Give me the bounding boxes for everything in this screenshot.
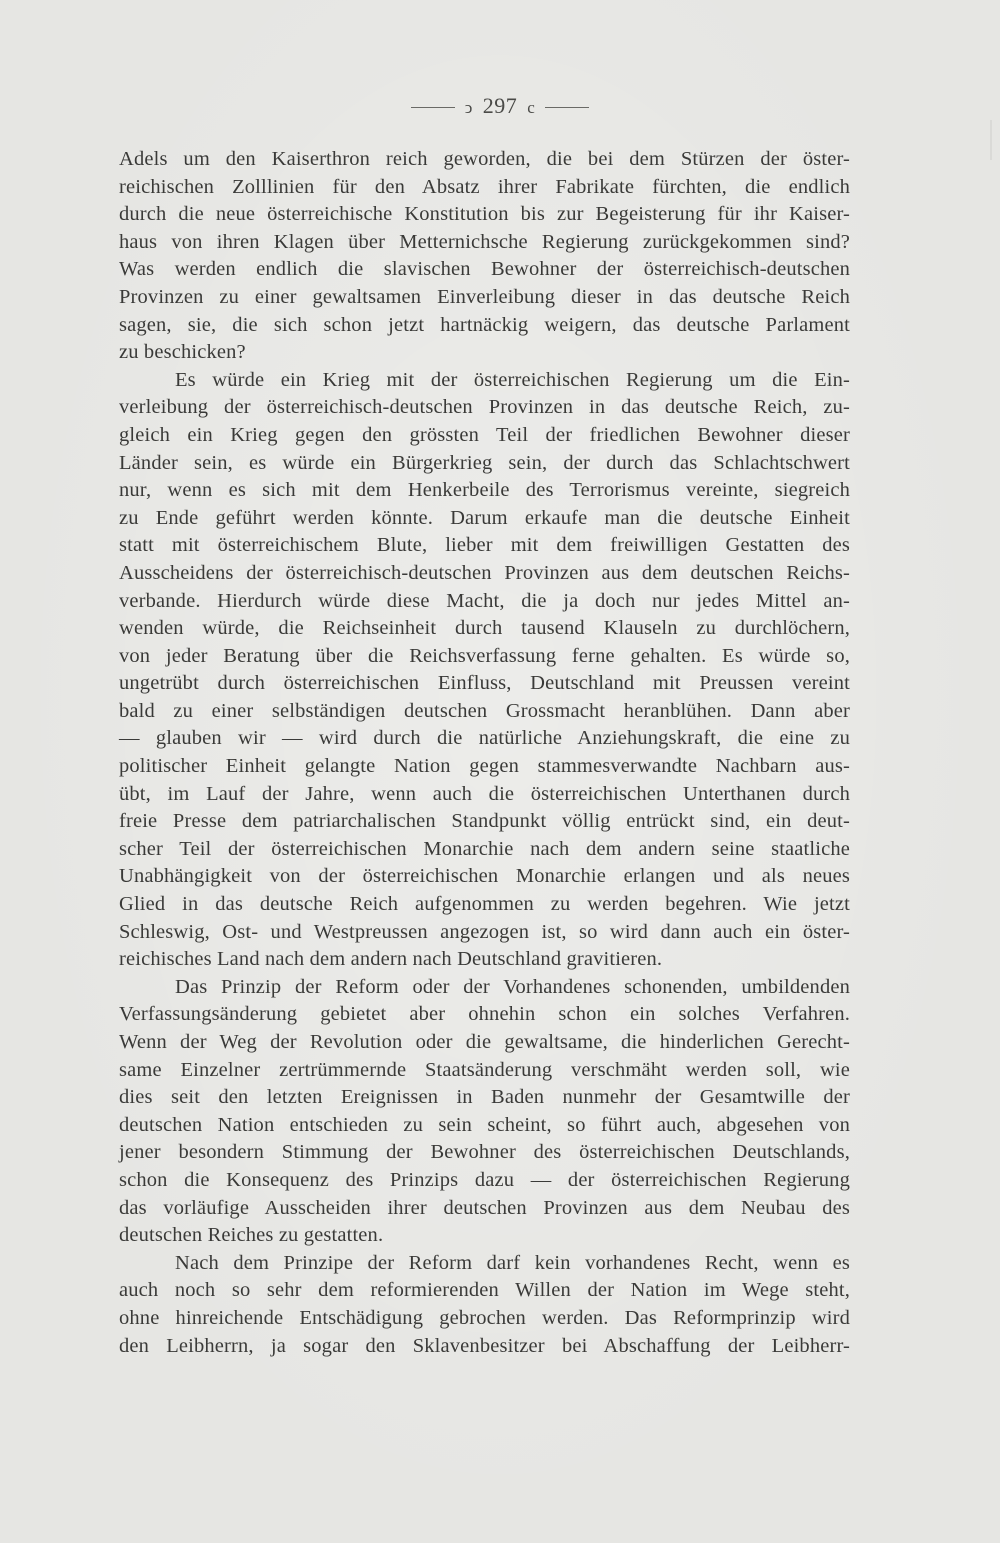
- text-line: same Einzelner zertrümmernde Staatsänderung verschmäht werden soll, wie: [119, 1058, 850, 1081]
- text-line: Was werden endlich die slavischen Bewohner der österreichisch-deutschen: [119, 258, 850, 281]
- text-line: übt, im Lauf der Jahre, wenn auch die österreichischen Unterthanen durch: [119, 782, 850, 805]
- text-line: das vorläufige Ausscheiden ihrer deutschen Provinzen aus dem Neubau des: [119, 1196, 850, 1219]
- page-number: 297: [482, 93, 518, 118]
- paragraph-start-line: Das Prinzip der Reform oder der Vorhandenes schonenden, umbildenden: [175, 975, 850, 998]
- text-line: — glauben wir — wird durch die natürliche Anziehungskraft, die eine zu: [119, 727, 850, 750]
- text-line: Adels um den Kaiserthron reich geworden, die bei dem Stürzen der öster-: [119, 148, 850, 170]
- text-line: dies seit den letzten Ereignissen in Baden nunmehr der Gesamtwille der: [119, 1086, 850, 1109]
- paragraph-start-line: Nach dem Prinzipe der Reform darf kein vorhandenes Recht, wenn es: [175, 1251, 850, 1274]
- text-line: freie Presse dem patriarchalischen Standpunkt völlig entrückt sind, ein deut-: [119, 810, 850, 833]
- text-line: Ausscheidens der österreichisch-deutschen Provinzen aus dem deutschen Reichs-: [119, 561, 850, 584]
- text-line: reichischen Zolllinien für den Absatz ihrer Fabrikate fürchten, die endlich: [119, 175, 850, 198]
- text-line: scher Teil der österreichischen Monarchie nach dem andern seine staatliche: [119, 837, 850, 860]
- text-line: deutschen Nation entschieden zu sein scheint, so führt auch, abgesehen von: [119, 1113, 850, 1136]
- text-line: Glied in das deutsche Reich aufgenommen zu werden begehren. Wie jetzt: [119, 893, 850, 916]
- text-line: jener besondern Stimmung der Bewohner des österreichischen Deutschlands,: [119, 1141, 850, 1164]
- header-rule-right: [545, 107, 589, 108]
- header-rule-left: [411, 107, 455, 108]
- text-line: durch die neue österreichische Konstitution bis zur Begeisterung für ihr Kaiser-: [119, 203, 850, 226]
- text-line: ohne hinreichende Entschädigung gebrochen werden. Das Reformprinzip wird: [119, 1306, 850, 1329]
- text-line: bald zu einer selbständigen deutschen Grossmacht heranblühen. Dann aber: [119, 699, 850, 722]
- text-line: den Leibherrn, ja sogar den Sklavenbesitzer bei Abschaffung der Leibherr-: [119, 1334, 850, 1357]
- text-line: ungetrübt durch österreichischen Einfluss, Deutschland mit Preussen vereint: [119, 672, 850, 695]
- text-line: sagen, sie, die sich schon jetzt hartnäckig weigern, das deutsche Parlament: [119, 313, 850, 336]
- text-line: gleich ein Krieg gegen den grössten Teil der friedlichen Bewohner dieser: [119, 423, 850, 446]
- body-text: [119, 146, 850, 1360]
- text-line: schon die Konsequenz des Prinzips dazu — der österreichischen Regierung: [119, 1168, 850, 1191]
- page-edge-mark: [990, 120, 992, 160]
- page-header: [0, 93, 1000, 119]
- text-line: Schleswig, Ost- und Westpreussen angezogen ist, so wird dann auch ein öster-: [119, 920, 850, 943]
- header-ornament-left: ↄ: [464, 98, 473, 117]
- text-line: politischer Einheit gelangte Nation gegen stammesverwandte Nachbarn aus-: [119, 755, 850, 778]
- text-line: wenden würde, die Reichseinheit durch tausend Klauseln zu durchlöchern,: [119, 617, 850, 640]
- text-line: verbande. Hierdurch würde diese Macht, die ja doch nur jedes Mittel an-: [119, 589, 850, 612]
- text-line: Länder sein, es würde ein Bürgerkrieg sein, der durch das Schlachtschwert: [119, 451, 850, 474]
- text-line: von jeder Beratung über die Reichsverfassung ferne gehalten. Es würde so,: [119, 644, 850, 667]
- text-line: nur, wenn es sich mit dem Henkerbeile des Terrorismus vereinte, siegreich: [119, 479, 850, 502]
- text-line: Provinzen zu einer gewaltsamen Einverleibung dieser in das deutsche Reich: [119, 285, 850, 308]
- text-line: deutschen Reiches zu gestatten.: [119, 1224, 384, 1247]
- text-line: auch noch so sehr dem reformierenden Willen der Nation im Wege steht,: [119, 1279, 850, 1302]
- header-ornament-right: c: [527, 98, 536, 117]
- text-line: Wenn der Weg der Revolution oder die gewaltsame, die hinderlichen Gerecht-: [119, 1031, 850, 1053]
- text-line: Unabhängigkeit von der österreichischen Monarchie erlangen und als neues: [119, 865, 850, 888]
- text-line: Verfassungsänderung gebietet aber ohnehin schon ein solches Verfahren.: [119, 1003, 850, 1026]
- text-line: zu beschicken?: [119, 341, 246, 364]
- text-line: haus von ihren Klagen über Metternichsche Regierung zurückgekommen sind?: [119, 230, 850, 253]
- paragraph-start-line: Es würde ein Krieg mit der österreichischen Regierung um die Ein-: [175, 368, 850, 391]
- text-line: statt mit österreichischem Blute, lieber mit dem freiwilligen Gestatten des: [119, 534, 850, 557]
- text-line: verleibung der österreichisch-deutschen Provinzen in das deutsche Reich, zu-: [119, 396, 850, 419]
- text-line: reichisches Land nach dem andern nach Deutschland gravitieren.: [119, 948, 663, 971]
- text-line: zu Ende geführt werden könnte. Darum erkaufe man die deutsche Einheit: [119, 506, 850, 529]
